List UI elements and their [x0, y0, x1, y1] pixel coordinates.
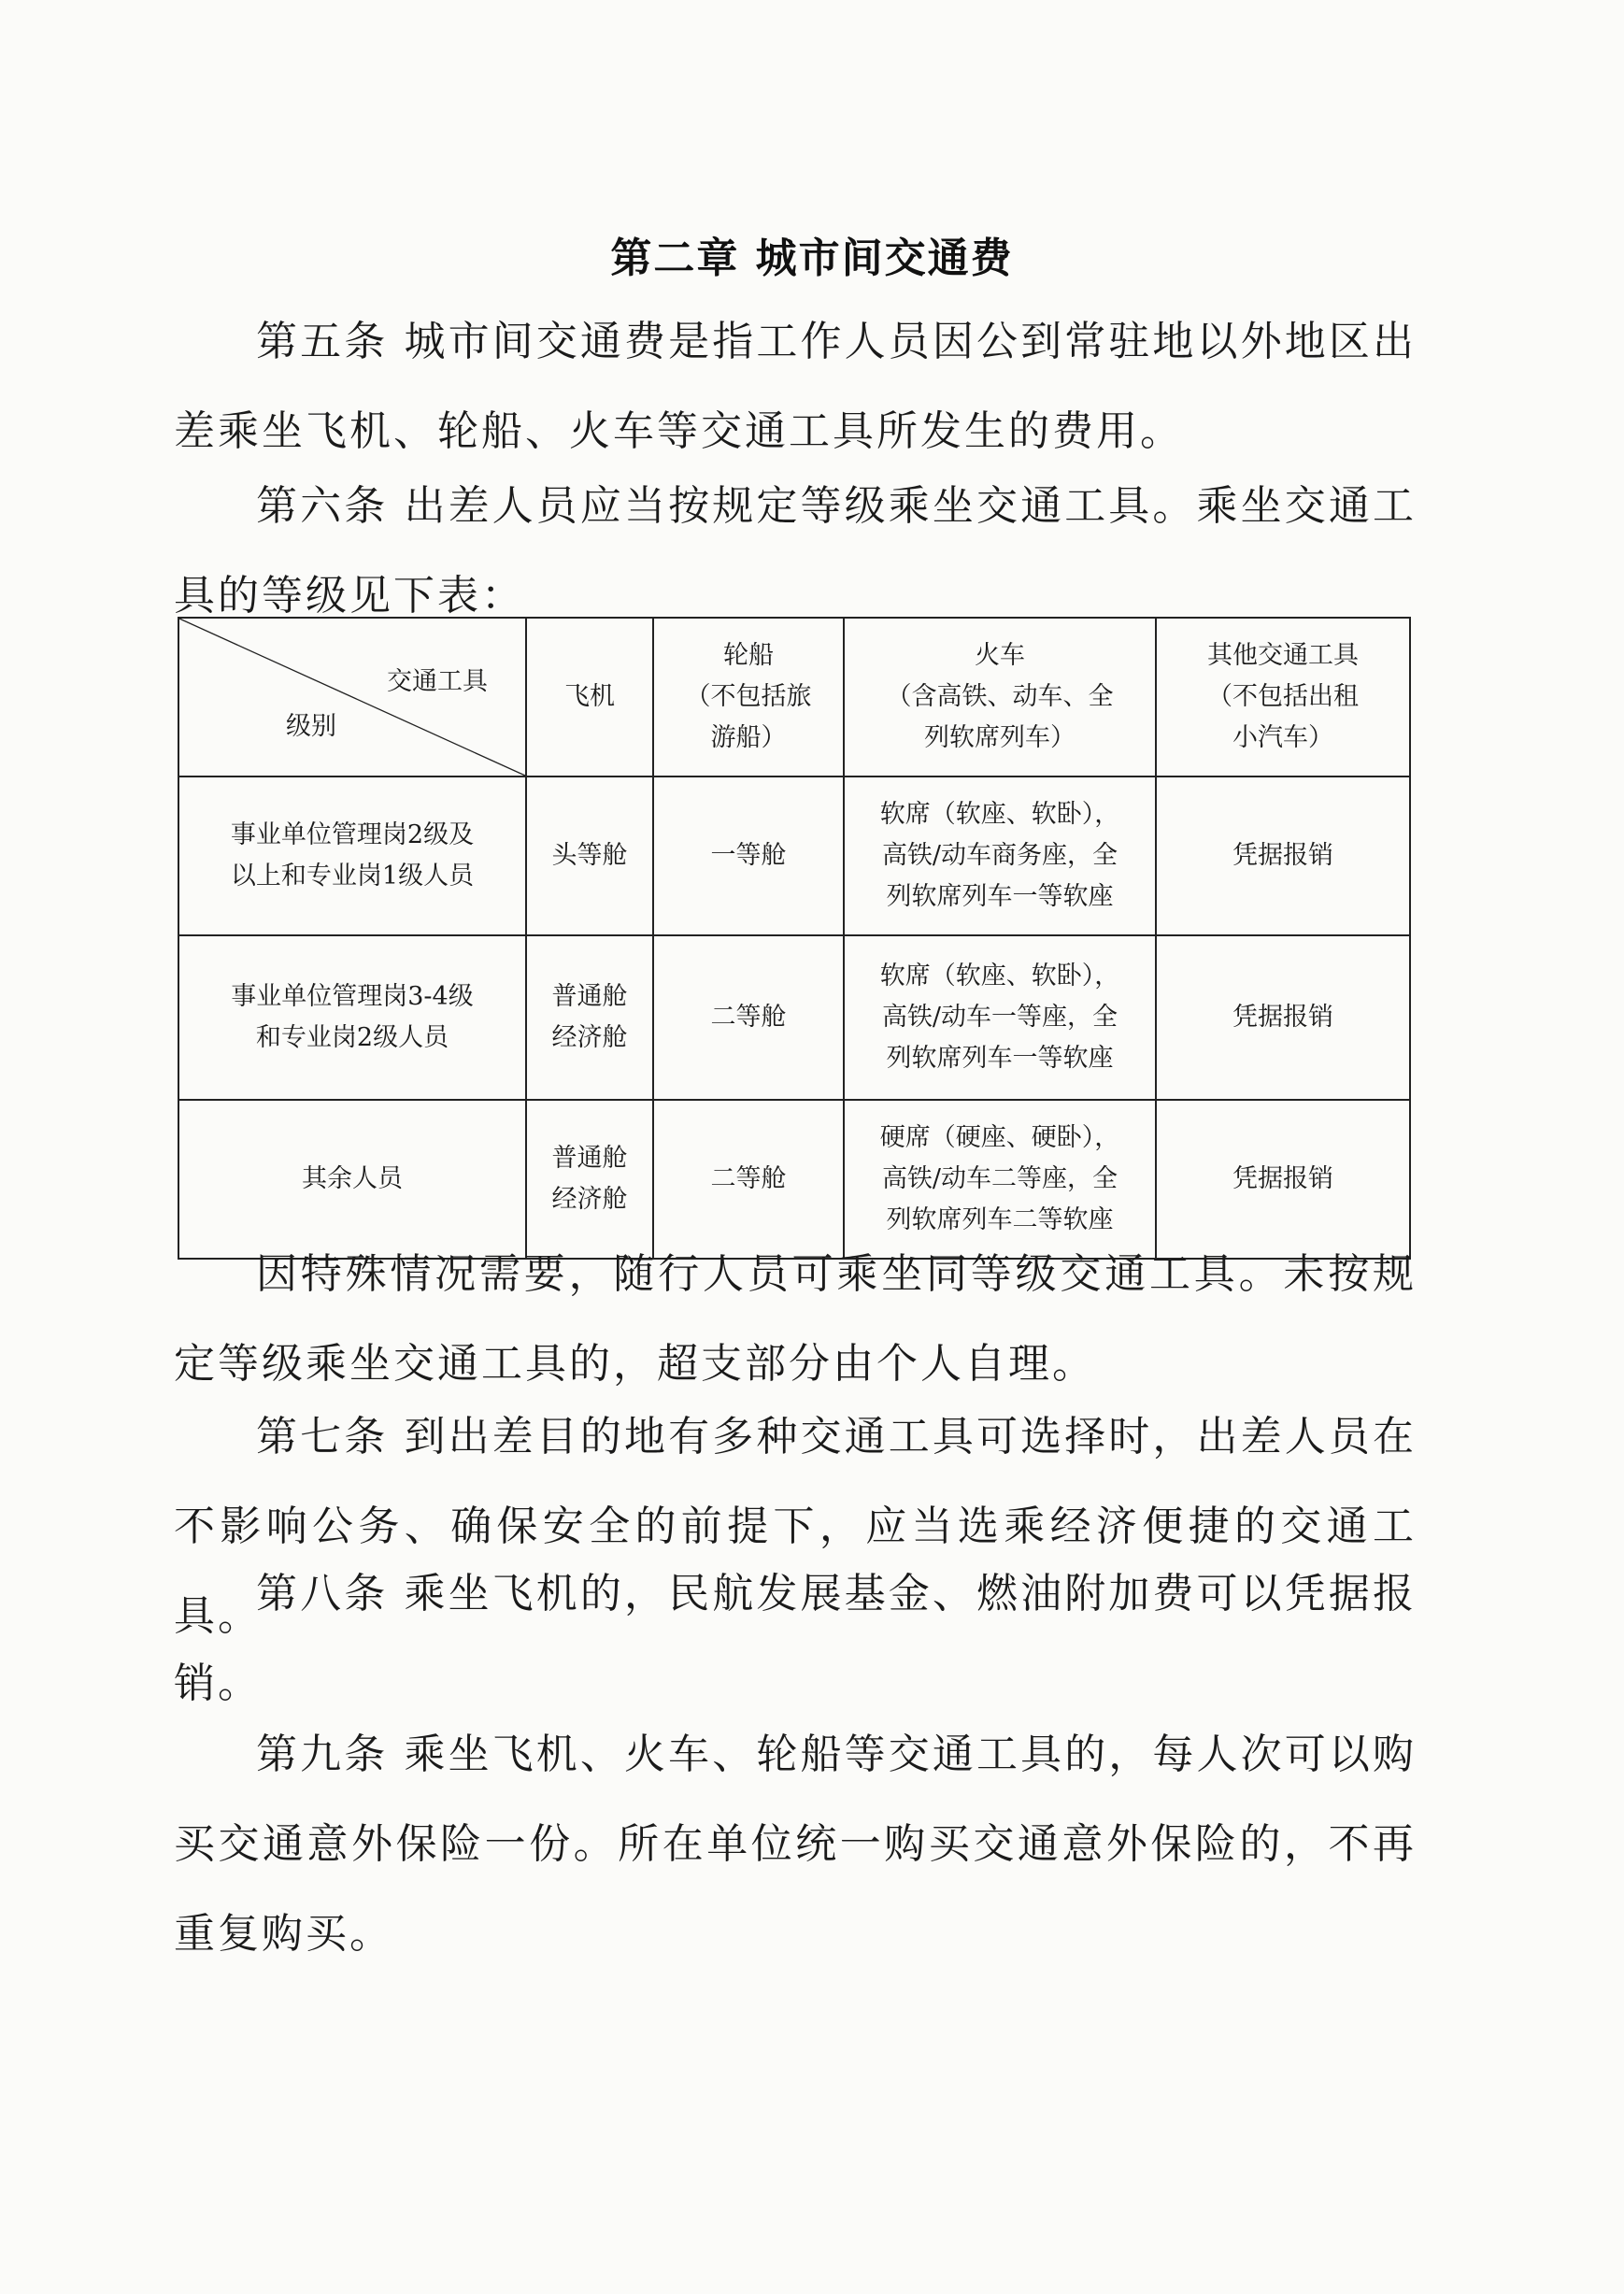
plane-cell: 普通舱 经济舱	[526, 1100, 653, 1259]
corner-label-transport: 交通工具	[387, 667, 488, 696]
level-cell: 其余人员	[178, 1100, 526, 1259]
article-6: 第六条 出差人员应当按规定等级乘坐交通工具。乘坐交通工具的等级见下表：	[174, 482, 1417, 620]
plane-cell: 普通舱 经济舱	[526, 935, 653, 1100]
level-cell: 事业单位管理岗3-4级 和专业岗2级人员	[178, 935, 526, 1100]
article-9: 第九条 乘坐飞机、火车、轮船等交通工具的，每人次可以购买交通意外保险一份。所在单位统一购买交通意外保险的，不再重复购买。	[174, 1731, 1417, 1958]
ship-cell: 二等舱	[653, 935, 844, 1100]
table-row	[178, 935, 1410, 1100]
plane-cell: 头等舱	[526, 777, 653, 935]
table-row	[178, 777, 1410, 935]
train-cell: 硬席（硬座、硬卧）， 高铁/动车二等座，全 列软席列车二等软座	[844, 1100, 1156, 1259]
article-8: 第八条 乘坐飞机的，民航发展基金、燃油附加费可以凭据报销。	[174, 1570, 1417, 1707]
header-other: 其他交通工具 （不包括出租 小汽车）	[1156, 618, 1410, 777]
ship-cell: 二等舱	[653, 1100, 844, 1259]
table-header-row	[178, 618, 1410, 777]
special-case-paragraph: 因特殊情况需要，随行人员可乘坐同等级交通工具。未按规定等级乘坐交通工具的，超支部分由个人自理。	[174, 1250, 1417, 1388]
article-5: 第五条 城市间交通费是指工作人员因公到常驻地以外地区出差乘坐飞机、轮船、火车等交通工具所发生的费用。	[174, 318, 1417, 455]
article-7: 第七条 到出差目的地有多种交通工具可选择时，出差人员在不影响公务、确保安全的前提下，应当选乘经济便捷的交通工具。	[174, 1413, 1417, 1640]
train-cell: 软席（软座、软卧）， 高铁/动车商务座，全 列软席列车一等软座	[844, 777, 1156, 935]
header-ship: 轮船 （不包括旅 游船）	[653, 618, 844, 777]
level-cell: 事业单位管理岗2级及 以上和专业岗1级人员	[178, 777, 526, 935]
other-cell: 凭据报销	[1156, 777, 1410, 935]
header-train: 火车 （含高铁、动车、全 列软席列车）	[844, 618, 1156, 777]
table-corner-cell	[178, 618, 526, 777]
chapter-title: 第二章 城市间交通费	[610, 235, 1014, 282]
header-plane: 飞机	[526, 618, 653, 777]
other-cell: 凭据报销	[1156, 935, 1410, 1100]
ship-cell: 一等舱	[653, 777, 844, 935]
transport-grade-table	[178, 617, 1411, 1260]
other-cell: 凭据报销	[1156, 1100, 1410, 1259]
corner-label-level: 级别	[286, 712, 336, 741]
train-cell: 软席（软座、软卧）， 高铁/动车一等座，全 列软席列车一等软座	[844, 935, 1156, 1100]
